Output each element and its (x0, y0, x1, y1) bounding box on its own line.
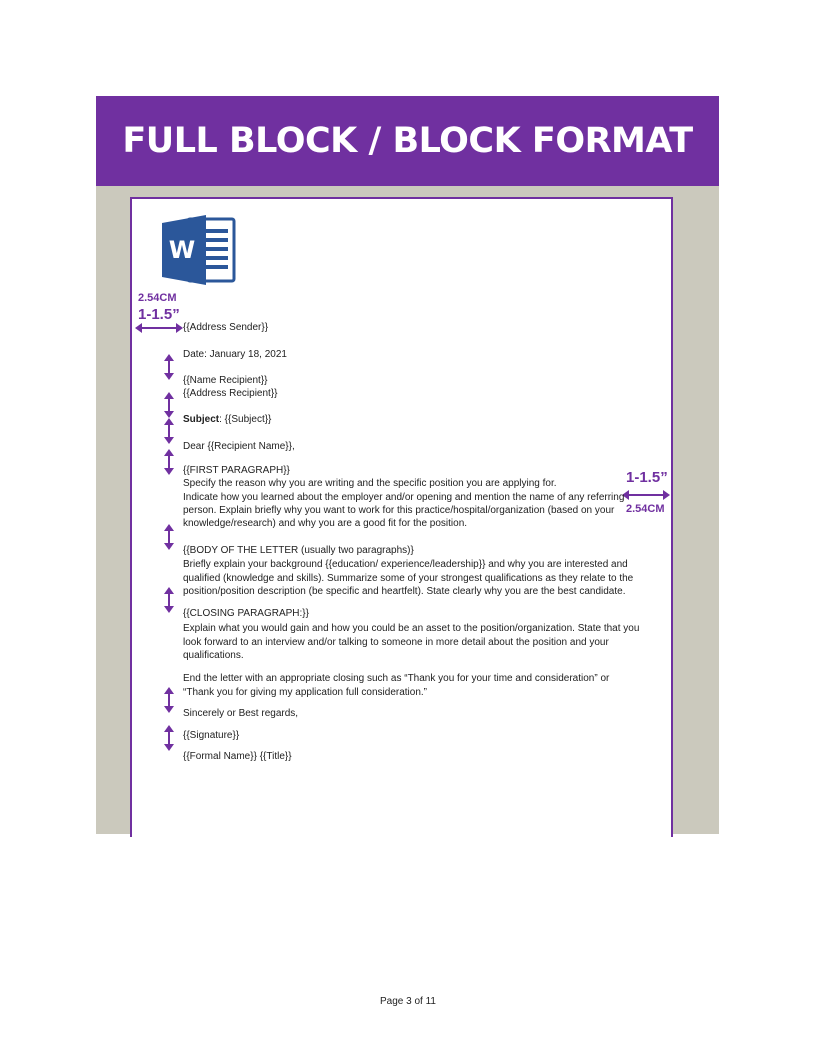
page-title: FULL BLOCK / BLOCK FORMAT (122, 121, 693, 161)
address-recipient: {{Address Recipient}} (183, 388, 278, 399)
salutation: Dear {{Recipient Name}}, (183, 441, 295, 452)
page-number: Page 3 of 11 (380, 996, 436, 1007)
closing-heading: {{CLOSING PARAGRAPH:}} (183, 608, 309, 619)
paragraph-line: Explain what you would gain and how you could be an asset to the position/organization. State that you (183, 623, 640, 634)
paragraph-line: qualifications. (183, 650, 244, 661)
subject-line (183, 413, 271, 426)
spacing-arrow-icon (163, 725, 175, 751)
spacing-arrow-icon (163, 449, 175, 475)
sign-off: Sincerely or Best regards, (183, 708, 299, 719)
left-margin-arrow-icon (135, 322, 183, 334)
title-banner (96, 96, 719, 186)
right-margin-cm: 2.54CM (626, 503, 665, 515)
subject-value: : {{Subject}} (219, 414, 272, 425)
paragraph-line: End the letter with an appropriate closing such as “Thank you for your time and consideration” or (183, 673, 610, 684)
first-paragraph-heading: {{FIRST PARAGRAPH}} (183, 465, 290, 476)
spacing-arrow-icon (163, 418, 175, 444)
address-sender: {{Address Sender}} (183, 322, 269, 333)
paragraph-line: knowledge/research) and why you are a good fit for the position. (183, 518, 468, 529)
left-margin-inch: 1-1.5” (138, 306, 180, 323)
spacing-arrow-icon (163, 524, 175, 550)
left-margin-cm: 2.54CM (138, 292, 177, 304)
letter-date: Date: January 18, 2021 (183, 349, 287, 360)
paragraph-line: look forward to an interview and/or talking to someone in more detail about the position and your (183, 637, 609, 648)
paragraph-line: Specify the reason why you are writing and the specific position you are applying for. (183, 478, 557, 489)
paragraph-line: Indicate how you learned about the employer and/or opening and mention the name of any referring (183, 492, 625, 503)
paragraph-line: position/position description (be specific and heartfelt). State clearly why you are the best candidate. (183, 586, 626, 597)
paragraph-line: “Thank you for giving my application full consideration.” (183, 687, 428, 698)
name-recipient: {{Name Recipient}} (183, 375, 268, 386)
spacing-arrow-icon (163, 354, 175, 380)
word-document-icon (162, 215, 236, 285)
formal-name: {{Formal Name}} {{Title}} (183, 751, 292, 762)
signature: {{Signature}} (183, 730, 240, 741)
spacing-arrow-icon (163, 587, 175, 613)
subject-label: Subject (183, 414, 220, 425)
right-margin-arrow-icon (622, 489, 670, 501)
paragraph-line: qualified (knowledge and skills). Summarize some of your strongest qualifications as they relate to the (183, 573, 634, 584)
paragraph-line: person. Explain briefly why you want to work for this practice/hospital/organization (based on your (183, 505, 615, 516)
body-heading: {{BODY OF THE LETTER (usually two paragraphs)} (183, 545, 414, 556)
spacing-arrow-icon (163, 687, 175, 713)
spacing-arrow-icon (163, 392, 175, 418)
paragraph-line: Briefly explain your background {{education/ experience/leadership}} and why you are interested and (183, 559, 628, 570)
right-margin-inch: 1-1.5” (626, 469, 668, 486)
svg-text:W: W (168, 236, 196, 264)
